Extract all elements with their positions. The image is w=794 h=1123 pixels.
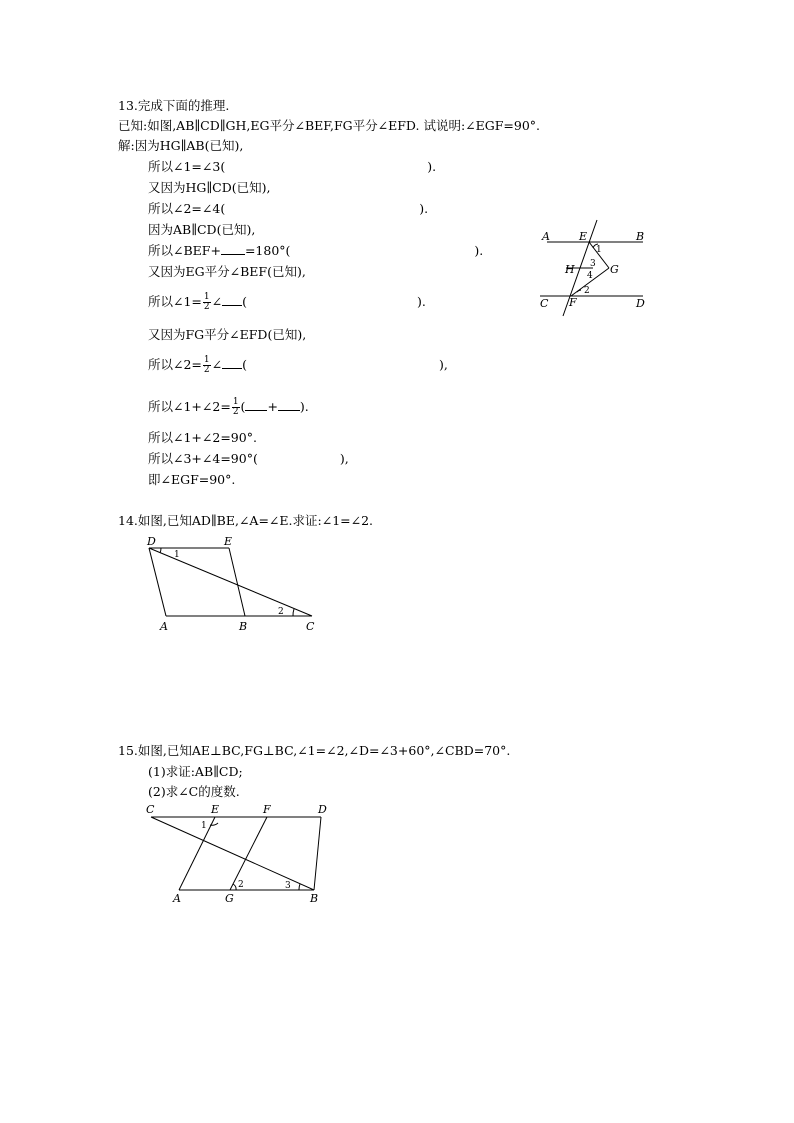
q13-step-4: 因为AB∥CD(已知), [148, 222, 256, 237]
q13-solution-start: 解:因为HG∥AB(已知), [118, 138, 244, 153]
angle-label-4: 4 [587, 271, 593, 281]
q13-step-11: 所以∠1+∠2=90°. [148, 430, 257, 445]
q13-step-8: 又因为FG平分∠EFD(已知), [148, 327, 307, 342]
label-g: G [610, 263, 619, 276]
angle-label-3: 3 [285, 881, 291, 891]
angle-2-arc [233, 884, 236, 890]
q13-step-13: 即∠EGF=90°. [148, 472, 236, 487]
label-a: A [173, 892, 181, 905]
label-f: F [263, 803, 271, 816]
q13-step-2: 又因为HG∥CD(已知), [148, 180, 271, 195]
q15-part-1: (1)求证:AB∥CD; [148, 764, 243, 779]
label-c: C [540, 297, 549, 310]
q14-title: 14.如图,已知AD∥BE,∠A=∠E.求证:∠1=∠2. [118, 513, 374, 528]
label-e: E [211, 803, 220, 816]
label-g: G [225, 892, 234, 905]
label-d: D [147, 535, 156, 548]
angle-label-2: 2 [584, 286, 590, 296]
q13-step-3: 所以∠2=∠4( ). [148, 201, 429, 216]
label-b: B [636, 230, 645, 243]
angle-label-2: 2 [278, 607, 284, 617]
fraction-half: $\frac{1}{2}$ [203, 292, 210, 312]
angle-label-1: 1 [201, 821, 207, 831]
label-c: C [146, 803, 155, 816]
label-e: E [224, 535, 233, 548]
angle-label-2: 2 [238, 880, 244, 890]
label-b: B [239, 620, 248, 633]
segment-fg [230, 817, 267, 890]
segment-db [314, 817, 321, 890]
q15-title: 15.如图,已知AE⊥BC,FG⊥BC,∠1=∠2,∠D=∠3+60°,∠CBD=70°. [118, 743, 511, 758]
segment-cb [151, 817, 314, 890]
q13-step-9: 所以∠2= $\frac{1}{2}$ ∠ ( ), [148, 355, 448, 375]
q13-step-10: 所以∠1+∠2= $\frac{1}{2}$ ( + ). [148, 397, 309, 417]
q13-step-12: 所以∠3+∠4=90°( ), [148, 451, 349, 466]
label-a: A [542, 230, 550, 243]
fraction-half: $\frac{1}{2}$ [232, 397, 239, 417]
fraction-half: $\frac{1}{2}$ [203, 355, 210, 375]
segment-ea [179, 817, 215, 890]
label-e: E [579, 230, 588, 243]
q15-part-2: (2)求∠C的度数. [148, 784, 240, 799]
q13-given: 已知:如图,AB∥CD∥GH,EG平分∠BEF,FG平分∠EFD. 试说明:∠EGF=90°. [118, 118, 541, 133]
angle-label-1: 1 [174, 550, 180, 560]
angle-label-1: 1 [596, 245, 602, 255]
q13-step-5: 所以∠BEF+ =180°( ). [148, 243, 484, 258]
q13-step-7: 所以∠1= $\frac{1}{2}$ ∠ ( ). [148, 292, 426, 312]
label-f: F [569, 296, 577, 309]
label-d: D [318, 803, 327, 816]
label-a: A [160, 620, 168, 633]
label-c: C [306, 620, 315, 633]
q13-step-6: 又因为EG平分∠BEF(已知), [148, 264, 306, 279]
angle-3-arc [299, 884, 300, 890]
q13-step-1: 所以∠1=∠3( ). [148, 159, 437, 174]
q13-title: 13.完成下面的推理. [118, 98, 230, 113]
label-d: D [636, 297, 645, 310]
angle-label-3: 3 [590, 259, 596, 269]
label-h: H [565, 263, 575, 276]
label-b: B [310, 892, 319, 905]
